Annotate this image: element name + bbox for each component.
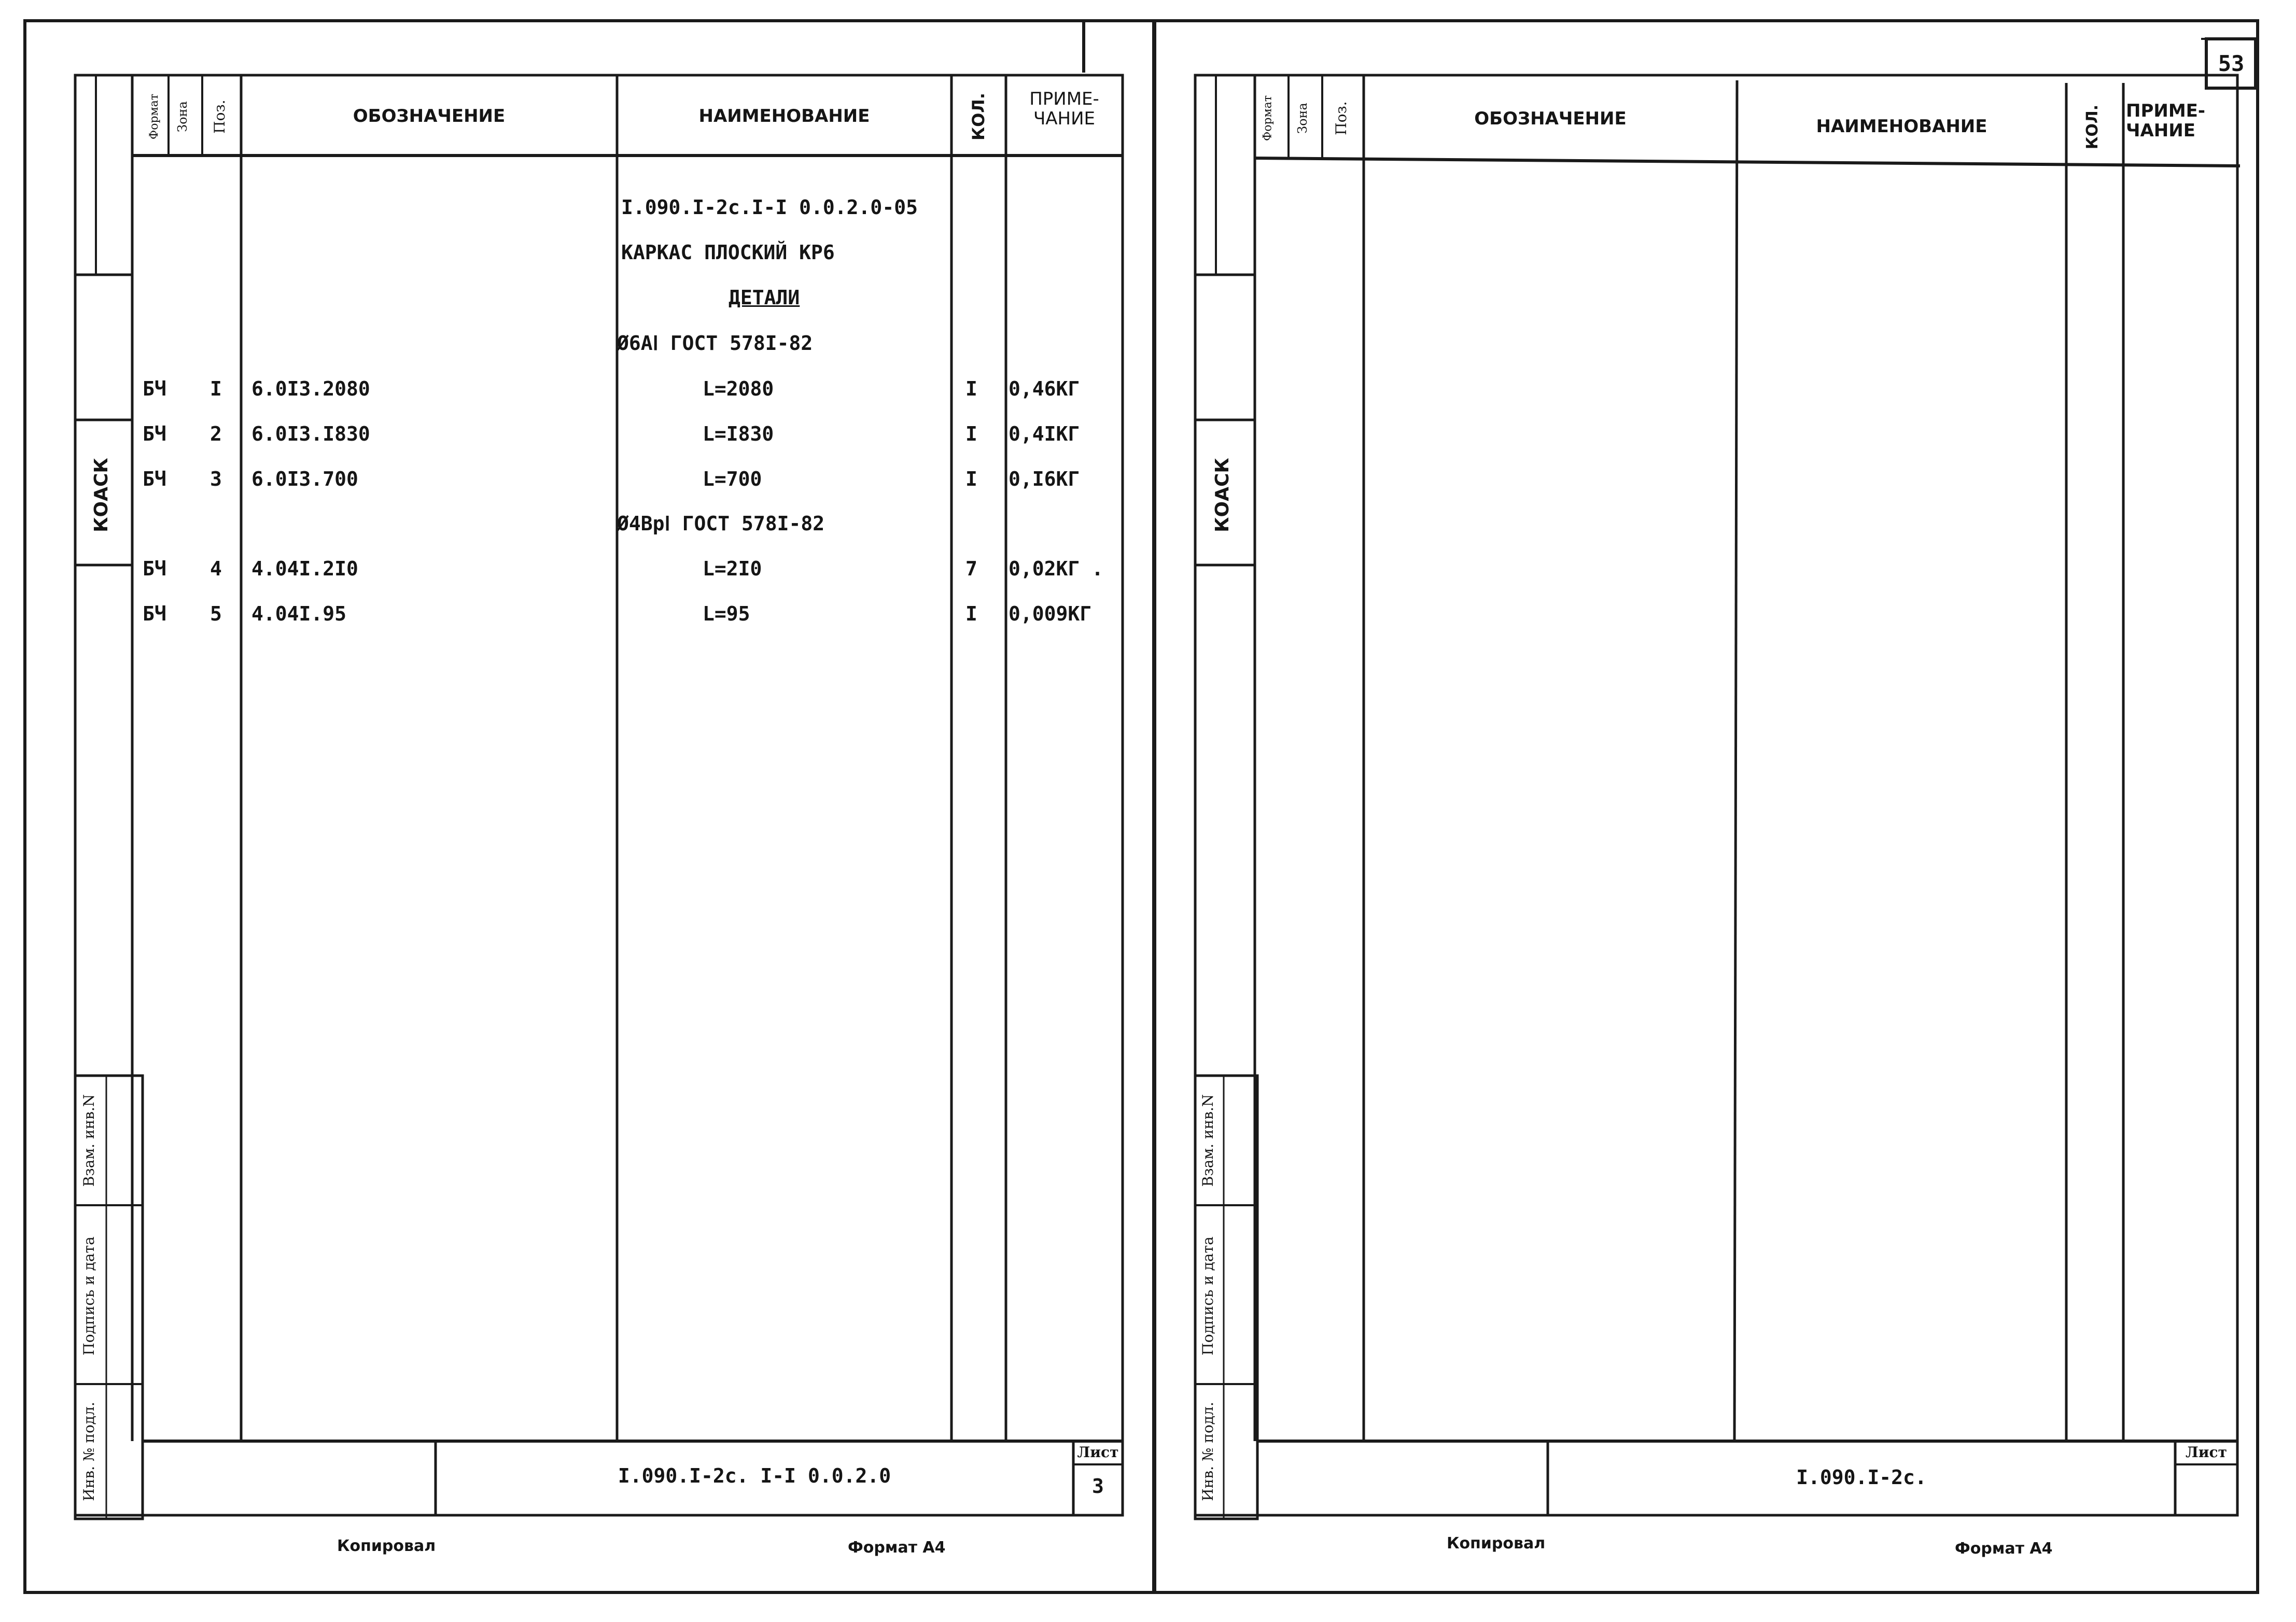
right-header-note: ПРИМЕ- ЧАНИЕ [2126, 101, 2205, 141]
row-note: 0,4IКГ [1009, 422, 1080, 445]
row-designation: 6.0I3.700 [251, 468, 358, 490]
left-header-qty: КОЛ. [969, 92, 988, 141]
left-header-pos: Поз. [211, 100, 228, 134]
left-footer-copied: Копировал [337, 1537, 436, 1555]
left-material-1: Ø6АⅠ ГОСТ 578I-82 [617, 332, 813, 355]
left-side-label: КОАСК [91, 458, 112, 532]
right-header-pos: Поз. [1333, 101, 1350, 135]
row-designation: 6.0I3.I830 [251, 422, 370, 445]
page-number: 53 [2218, 51, 2245, 76]
row-designation: 4.04I.95 [251, 602, 347, 625]
right-side-label: КОАСК [1212, 458, 1233, 532]
row-qty: I [965, 377, 977, 400]
right-footer-format: Формат А4 [1955, 1540, 2053, 1558]
left-doc-code: I.090.I-2c.I-I 0.0.2.0-05 [621, 196, 918, 219]
left-header-name: НАИМЕНОВАНИЕ [698, 106, 870, 126]
row-pos: 4 [210, 557, 222, 580]
left-section-details: ДЕТАЛИ [729, 286, 800, 309]
right-inner-frame [1195, 75, 2237, 1515]
row-note: 0,009КГ [1009, 602, 1092, 625]
left-stamp-replace-inv: Взам. инв.N [80, 1094, 97, 1187]
row-qty: I [965, 422, 977, 445]
row-pos: I [210, 377, 222, 400]
right-header-name: НАИМЕНОВАНИЕ [1816, 116, 1987, 137]
left-footer-format: Формат А4 [848, 1539, 946, 1557]
row-qty: I [965, 602, 977, 625]
right-stamp-replace-inv: Взам. инв.N [1199, 1094, 1216, 1187]
row-format: БЧ [143, 422, 166, 445]
left-header-designation: ОБОЗНАЧЕНИЕ [353, 106, 506, 126]
row-designation: 4.04I.2I0 [251, 557, 358, 580]
left-assembly-title: КАРКАС ПЛОСКИЙ КР6 [621, 241, 835, 264]
right-header-qty: КОЛ. [2083, 104, 2102, 150]
right-header-format: Формат [1261, 95, 1275, 141]
left-sheet-label: Лист [1077, 1444, 1119, 1461]
row-format: БЧ [143, 468, 166, 490]
row-pos: 2 [210, 422, 222, 445]
left-stamp-inv-original: Инв. № подл. [80, 1402, 97, 1501]
left-stamp-signature-date: Подпись и дата [80, 1236, 97, 1356]
right-title-block-code: I.090.I-2c. [1796, 1466, 1927, 1489]
row-qty: I [965, 468, 977, 490]
right-footer-copied: Копировал [1447, 1534, 1546, 1553]
right-stamp-inv-original: Инв. № подл. [1199, 1402, 1216, 1501]
right-sheet-label: Лист [2186, 1444, 2227, 1461]
right-outer-frame [1154, 21, 2258, 1592]
row-note: 0,02КГ . [1009, 557, 1104, 580]
right-header-zone: Зона [1295, 103, 1310, 134]
row-name: L=2I0 [703, 557, 762, 580]
right-header-designation: ОБОЗНАЧЕНИЕ [1474, 108, 1627, 129]
left-inner-frame [75, 75, 1123, 1515]
row-note: 0,46КГ [1009, 377, 1080, 400]
row-pos: 3 [210, 468, 222, 490]
row-designation: 6.0I3.2080 [251, 377, 370, 400]
left-header-zone: Зона [175, 101, 190, 132]
row-note: 0,I6КГ [1009, 468, 1080, 490]
left-title-block-code: I.090.I-2c. I-I 0.0.2.0 [618, 1464, 891, 1487]
right-stamp-signature-date: Подпись и дата [1199, 1236, 1216, 1356]
left-material-2: Ø4ВрⅠ ГОСТ 578I-82 [617, 512, 825, 535]
row-qty: 7 [965, 557, 977, 580]
left-header-note: ПРИМЕ- ЧАНИЕ [1029, 89, 1099, 129]
row-format: БЧ [143, 377, 166, 400]
left-header-format: Формат [148, 94, 161, 139]
left-outer-frame [25, 21, 1154, 1592]
left-sheet-number: 3 [1092, 1475, 1104, 1498]
row-pos: 5 [210, 602, 222, 625]
row-name: L=700 [703, 468, 762, 490]
row-format: БЧ [143, 602, 166, 625]
row-name: L=95 [703, 602, 750, 625]
row-name: L=2080 [703, 377, 774, 400]
row-name: L=I830 [703, 422, 774, 445]
row-format: БЧ [143, 557, 166, 580]
